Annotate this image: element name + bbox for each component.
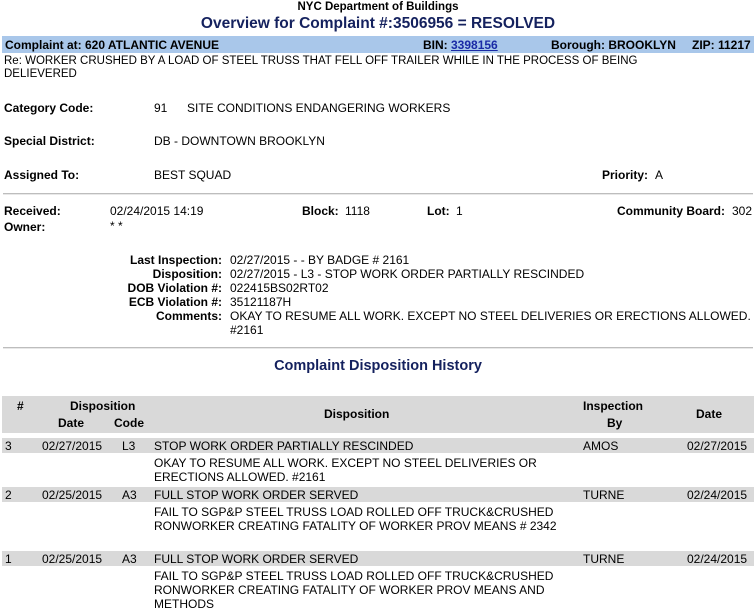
row-code: A3 <box>122 552 137 566</box>
row-disposition: STOP WORK ORDER PARTIALLY RESCINDED <box>154 439 414 453</box>
complaint-address: Complaint at: 620 ATLANTIC AVENUE <box>5 38 220 52</box>
page-title: Overview for Complaint #:3506956 = RESOLVED <box>200 15 556 32</box>
special-district-label: Special District: <box>4 134 95 148</box>
received-value: 02/24/2015 14:19 <box>110 204 204 218</box>
bin-label: BIN: <box>423 38 448 52</box>
col-inspection-by-line1: Inspection <box>583 399 644 413</box>
dob-violation-value: 022415BS02RT02 <box>230 281 329 295</box>
received-label: Received: <box>4 204 61 218</box>
table-row <box>2 551 754 566</box>
disposition-label: Disposition: <box>152 267 222 281</box>
divider <box>3 347 753 349</box>
row-inspection-date: 02/27/2015 <box>687 439 748 453</box>
community-board-value: 302 <box>732 204 753 218</box>
comments-label: Comments: <box>155 309 222 323</box>
row-inspector: TURNE <box>583 488 625 502</box>
row-comment: FAIL TO SGP&P STEEL TRUSS LOAD ROLLED OFF TRUCK&CRUSHED RONWORKER CREATING FATALITY OF WORKER PROV MEANS AND METHODS <box>154 569 554 611</box>
col-disposition: Disposition <box>324 407 390 421</box>
row-inspector: TURNE <box>583 552 625 566</box>
category-code: 91 <box>154 101 168 115</box>
row-comment: FAIL TO SGP&P STEEL TRUSS LOAD ROLLED OFF TRUCK&CRUSHED RONWORKER CREATING FATALITY OF WORKER PROV MEANS # 2342 <box>154 505 557 533</box>
complaint-address-bar <box>2 36 754 53</box>
col-inspection-by-line2: By <box>607 416 623 430</box>
comments-line-1: OKAY TO RESUME ALL WORK. EXCEPT NO STEEL DELIVERIES OR ERECTIONS ALLOWED. <box>230 309 751 323</box>
category-description: SITE CONDITIONS ENDANGERING WORKERS <box>187 101 451 115</box>
comments-line-2: #2161 <box>230 323 264 337</box>
ecb-violation-label: ECB Violation #: <box>128 295 222 309</box>
col-number: # <box>17 399 24 413</box>
row-date: 02/25/2015 <box>42 488 103 502</box>
owner-label: Owner: <box>4 220 46 234</box>
complaint-description: Re: WORKER CRUSHED BY A LOAD OF STEEL TRUSS THAT FELL OFF TRAILER WHILE IN THE PROCESS OF BEING DELIEVERED <box>4 55 638 80</box>
row-number: 3 <box>5 439 12 453</box>
last-inspection-value: 02/27/2015 - - BY BADGE # 2161 <box>230 253 410 267</box>
priority-value: A <box>655 168 664 182</box>
row-code: L3 <box>122 439 136 453</box>
row-number: 1 <box>5 552 12 566</box>
dob-violation-label: DOB Violation #: <box>127 281 222 295</box>
col-code: Code <box>114 416 144 430</box>
department-name: NYC Department of Buildings <box>297 1 459 13</box>
assigned-to-value: BEST SQUAD <box>154 168 232 182</box>
table-row <box>2 438 754 453</box>
assigned-to-label: Assigned To: <box>4 168 80 182</box>
zip-code: ZIP: 11217 <box>692 38 751 52</box>
col-inspection-date: Date <box>696 407 723 421</box>
block-label: Block: <box>302 204 339 218</box>
row-date: 02/27/2015 <box>42 439 103 453</box>
owner-value: * * <box>110 219 123 233</box>
bin-link[interactable]: 3398156 <box>451 38 498 52</box>
divider <box>3 193 753 195</box>
history-table-header <box>2 396 754 433</box>
col-date: Date <box>58 416 85 430</box>
ecb-violation-value: 35121187H <box>230 295 292 309</box>
row-inspection-date: 02/24/2015 <box>687 488 748 502</box>
row-number: 2 <box>5 488 12 502</box>
priority-label: Priority: <box>602 168 649 182</box>
row-inspector: AMOS <box>583 439 619 453</box>
last-inspection-label: Last Inspection: <box>129 253 222 267</box>
block-value: 1118 <box>345 204 370 218</box>
lot-value: 1 <box>456 204 463 218</box>
borough: Borough: BROOKLYN <box>551 38 676 52</box>
row-code: A3 <box>122 488 137 502</box>
community-board-label: Community Board: <box>617 204 725 218</box>
row-comment: OKAY TO RESUME ALL WORK. EXCEPT NO STEEL DELIVERIES OR ERECTIONS ALLOWED. #2161 <box>154 456 537 484</box>
row-date: 02/25/2015 <box>42 552 103 566</box>
row-disposition: FULL STOP WORK ORDER SERVED <box>154 488 359 502</box>
table-row <box>2 487 754 502</box>
lot-label: Lot: <box>427 204 450 218</box>
special-district-value: DB - DOWNTOWN BROOKLYN <box>154 134 325 148</box>
category-code-label: Category Code: <box>4 101 94 115</box>
disposition-value: 02/27/2015 - L3 - STOP WORK ORDER PARTIALLY RESCINDED <box>230 267 585 281</box>
row-disposition: FULL STOP WORK ORDER SERVED <box>154 552 359 566</box>
row-inspection-date: 02/24/2015 <box>687 552 748 566</box>
history-title: Complaint Disposition History <box>274 358 482 374</box>
col-disposition-group: Disposition <box>70 399 136 413</box>
